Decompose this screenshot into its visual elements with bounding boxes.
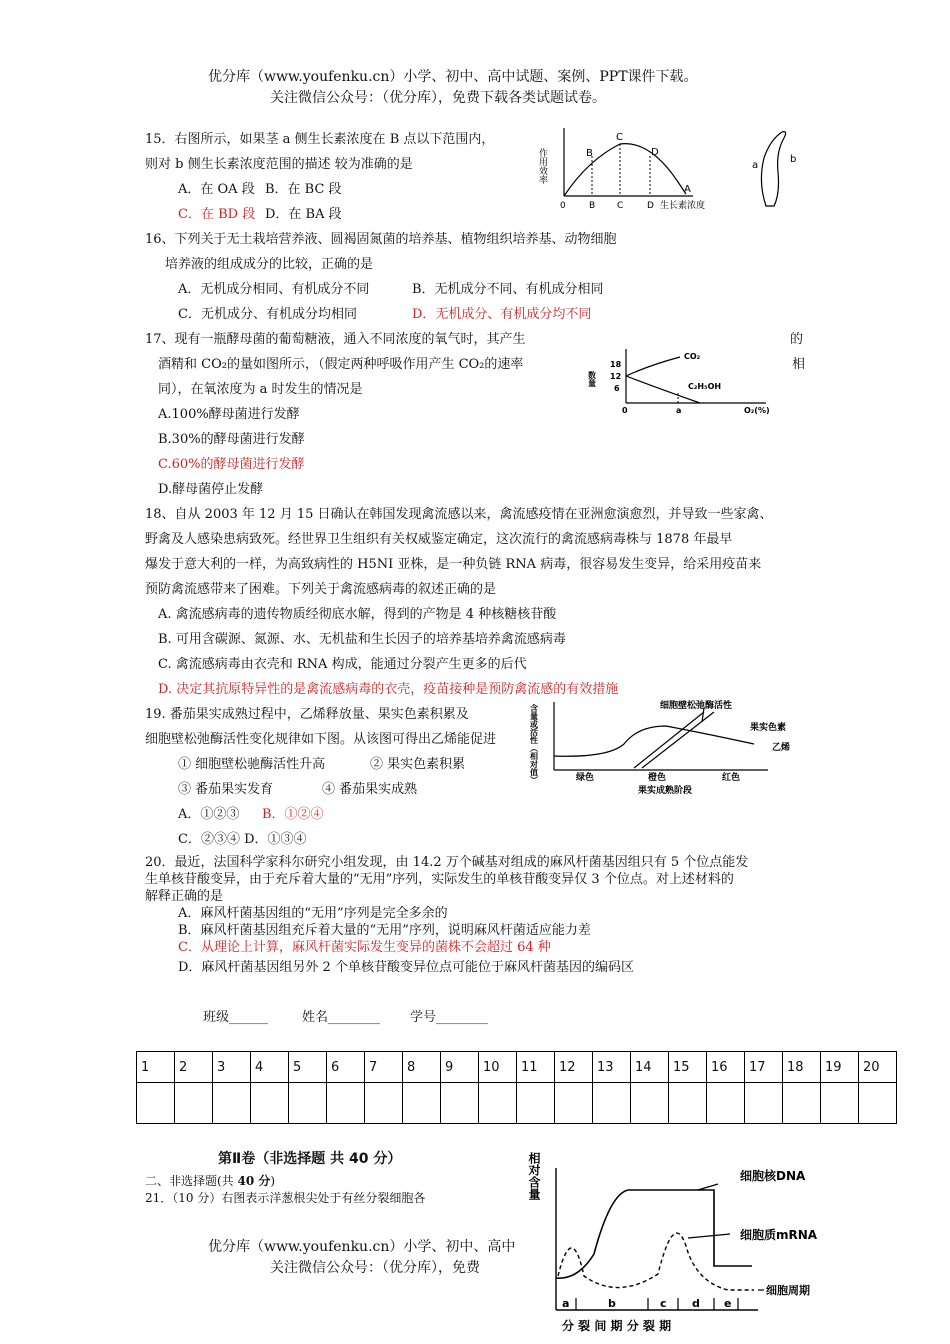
q20-option-a: A．麻风杆菌基因组的“无用”序列是完全多余的 (178, 906, 448, 921)
q18-option-b: B. 可用含碳源、氮源、水、无机盐和生长因子的培养基培养禽流感病毒 (158, 632, 566, 647)
answer-cell[interactable] (593, 1083, 631, 1124)
q18-stem-2: 野禽及人感染患病致死。经世界卫生组织有关权威鉴定确定，这次流行的禽流感病毒株与 1878 年最早 (145, 532, 733, 547)
q19-stage-green: 绿色 (576, 773, 595, 783)
q19-item-2: ② 果实色素积累 (370, 757, 466, 772)
q19-option-b: B．①②④ (262, 807, 324, 822)
q17-ytick-12: 12 (610, 372, 622, 381)
q19-tomato-figure (528, 698, 810, 796)
answer-cell[interactable] (441, 1083, 479, 1124)
answer-number-10: 10 (479, 1052, 517, 1083)
q20-stem-3: 解释正确的是 (145, 889, 224, 904)
header-line-1: 优分库（www.youfenku.cn）小学、初中、高中试题、案例、PPT课件下载。 (208, 69, 698, 85)
q19-pigment-line (634, 712, 704, 768)
q21-cell-cycle-figure (528, 1150, 828, 1340)
q15-x-label: 生长素浓度 (660, 201, 706, 211)
answer-number-12: 12 (555, 1052, 593, 1083)
part2-section-prefix: 二、非选择题(共 (145, 1174, 238, 1188)
answer-cell[interactable] (137, 1083, 175, 1124)
q19-pigment-label: 果实色素 (750, 723, 787, 733)
q15-point-c: C (616, 132, 623, 143)
q19-item-4: ④ 番茄果实成熟 (322, 782, 418, 797)
q16-option-d: D．无机成分、有机成分均不同 (412, 307, 592, 322)
q15-auxin-figure (538, 122, 808, 214)
q19-y-label: 含量或活性（相对值） (529, 704, 539, 784)
q15-option-b: B．在 BC 段 (265, 182, 342, 197)
answer-cell[interactable] (365, 1083, 403, 1124)
q17-ytick-6: 6 (614, 384, 620, 393)
answer-cell[interactable] (783, 1083, 821, 1124)
q15-tick-d: D (647, 201, 654, 211)
answer-cell[interactable] (859, 1083, 897, 1124)
answer-number-6: 6 (327, 1052, 365, 1083)
q21-dna-arrow (698, 1184, 718, 1190)
answer-number-7: 7 (365, 1052, 403, 1083)
q17-ethanol-label: C₂H₅OH (688, 382, 722, 391)
answer-cell[interactable] (821, 1083, 859, 1124)
answer-cell[interactable] (403, 1083, 441, 1124)
answer-number-3: 3 (213, 1052, 251, 1083)
answer-number-1: 1 (137, 1052, 175, 1083)
q19-stage-red: 红色 (722, 773, 741, 783)
answer-number-8: 8 (403, 1052, 441, 1083)
q18-stem-4: 预防禽流感带来了困难。下列关于禽流感病毒的叙述正确的是 (145, 582, 497, 597)
answer-cell[interactable] (669, 1083, 707, 1124)
q15-tick-c: C (617, 201, 624, 211)
q21-dna-curve (556, 1190, 752, 1278)
answer-number-18: 18 (783, 1052, 821, 1083)
q15-option-c: C．在 BD 段 (178, 207, 256, 222)
q17-option-b: B.30%的酵母菌进行发酵 (158, 432, 305, 447)
part2-section-suffix: ) (270, 1174, 276, 1188)
q19-option-cd: C．②③④ D．①③④ (178, 832, 307, 847)
q17-stem-2-tail: 相 (792, 357, 806, 372)
answer-cell[interactable] (289, 1083, 327, 1124)
answer-number-15: 15 (669, 1052, 707, 1083)
part2-title: 第Ⅱ卷（非选择题 共 40 分） (218, 1151, 402, 1167)
q21-phase-d: d (692, 1297, 700, 1310)
answer-number-16: 16 (707, 1052, 745, 1083)
q19-enzyme-label: 细胞壁松弛酶活性 (660, 701, 733, 711)
q15-point-d: D (651, 147, 659, 158)
q16-stem-1: 16、下列关于无土栽培营养液、圆褐固氮菌的培养基、植物组织培养基、动物细胞 (145, 232, 617, 247)
q15-tick-b: B (589, 201, 596, 211)
name-field[interactable]: 姓名________ (302, 1010, 381, 1025)
student-id-field[interactable]: 学号________ (410, 1010, 489, 1025)
answer-cell[interactable] (175, 1083, 213, 1124)
q21-stem: 21．（10 分）右图表示洋葱根尖处于有丝分裂细胞各 (145, 1191, 426, 1205)
q15-origin: 0 (560, 201, 566, 211)
q19-x-label: 果实成熟阶段 (638, 786, 693, 796)
q18-stem-3: 爆发于意大利的一样，为高致病性的 H5NI 亚株，是一种负链 RNA 病毒，很容易发生变异，给采用疫苗来 (145, 557, 762, 572)
q19-enzyme-line (642, 712, 714, 768)
class-field[interactable]: 班级______ (203, 1010, 269, 1025)
q17-co2-label: CO₂ (684, 352, 701, 361)
q21-mrna-arrow (688, 1234, 730, 1238)
q21-dna-label: 细胞核DNA (740, 1169, 806, 1183)
footer-line-2: 关注微信公众号：（优分库），免费 (270, 1260, 480, 1276)
answer-cell[interactable] (517, 1083, 555, 1124)
q18-option-d: D. 决定其抗原特异性的是禽流感病毒的衣壳，疫苗接种是预防禽流感的有效措施 (158, 682, 619, 697)
answer-cell[interactable] (251, 1083, 289, 1124)
q21-phase-a: a (562, 1297, 570, 1310)
q21-phase-c: c (660, 1297, 667, 1310)
q17-yeast-figure (587, 345, 780, 417)
q20-stem-1: 20．最近，法国科学家科尔研究小组发现，由 14.2 万个碱基对组成的麻风杆菌基因组只有 5 个位点能发 (145, 855, 749, 870)
q19-stem-1: 19. 番茄果实成熟过程中，乙烯释放量、果实色素积累及 (145, 707, 469, 722)
q18-stem-1: 18、自从 2003 年 12 月 15 日确认在韩国发现禽流感以来，禽流感疫情在亚洲愈演愈烈，并导致一些家禽、 (145, 507, 773, 522)
q16-option-b: B．无机成分不同、有机成分相同 (412, 282, 604, 297)
q17-stem-1-tail: 的 (790, 332, 804, 347)
q15-curve (564, 144, 686, 196)
q18-option-a: A. 禽流感病毒的遗传物质经彻底水解，得到的产物是 4 种核糖核苷酸 (158, 607, 557, 622)
q17-y-label: 数量 (587, 371, 597, 387)
q19-option-a: A．①②③ (178, 807, 240, 822)
q18-option-c: C. 禽流感病毒由衣壳和 RNA 构成，能通过分裂产生更多的后代 (158, 657, 527, 672)
q16-option-a: A．无机成分相同、有机成分不同 (178, 282, 370, 297)
q19-ethylene-label: 乙烯 (772, 743, 791, 753)
q15-stem-1: 15．右图所示，如果茎 a 侧生长素浓度在 B 点以下范围内， (145, 132, 495, 147)
answer-number-17: 17 (745, 1052, 783, 1083)
q15-stem-label-b: b (790, 154, 797, 165)
q19-stage-orange: 橙色 (648, 773, 667, 783)
q15-y-label: 作用效率 (537, 148, 547, 184)
q17-option-a: A.100%酵母菌进行发酵 (158, 407, 300, 422)
answer-number-20: 20 (859, 1052, 897, 1083)
q15-stem-label-a: a (752, 160, 759, 171)
q15-option-d: D．在 BA 段 (265, 207, 342, 222)
answer-cell[interactable] (555, 1083, 593, 1124)
q20-option-c: C．从理论上计算，麻风杆菌实际发生变异的菌株不会超过 64 种 (178, 940, 551, 955)
answer-cell[interactable] (745, 1083, 783, 1124)
answer-cell[interactable] (327, 1083, 365, 1124)
q17-co2-curve (626, 357, 680, 376)
answer-number-4: 4 (251, 1052, 289, 1083)
q21-mrna-label: 细胞质mRNA (740, 1228, 818, 1242)
q17-option-d: D.酵母菌停止发酵 (158, 482, 264, 497)
q15-stem-2: 则对 b 侧生长素浓度范围的描述 较为准确的是 (145, 157, 413, 172)
answer-number-14: 14 (631, 1052, 669, 1083)
q19-stem-2: 细胞壁松弛酶活性变化规律如下图。从该图可得出乙烯能促进 (145, 732, 497, 747)
answer-number-row (137, 1052, 897, 1083)
answer-number-5: 5 (289, 1052, 327, 1083)
answer-table (136, 1051, 897, 1124)
q15-stem-drawing (761, 132, 785, 206)
answer-number-2: 2 (175, 1052, 213, 1083)
q17-stem-1: 17、现有一瓶酵母菌的葡萄糖液，通入不同浓度的氧气时，其产生 (145, 332, 526, 347)
q17-option-c: C.60%的酵母菌进行发酵 (158, 457, 305, 472)
answer-blank-row (137, 1083, 897, 1124)
q16-option-c: C．无机成分、有机成分均相同 (178, 307, 357, 322)
q15-point-a: A (684, 184, 691, 195)
q17-x-label: O₂(%) (744, 406, 770, 415)
q21-cycle-label: 细胞周期 (766, 1284, 810, 1297)
q20-option-b: B．麻风杆菌基因组充斥着大量的“无用”序列，说明麻风杆菌适应能力差 (178, 923, 591, 938)
q21-phase-b: b (608, 1297, 616, 1310)
q17-stem-3: 同），在氧浓度为 a 时发生的情况是 (158, 382, 363, 397)
q19-item-3: ③ 番茄果实发育 (178, 782, 274, 797)
answer-number-19: 19 (821, 1052, 859, 1083)
q21-y-label: 相对含量 (527, 1152, 541, 1200)
q17-ytick-18: 18 (610, 360, 622, 369)
q17-stem-2: 酒精和 CO₂的量如图所示，（假定两种呼吸作用产生 CO₂的速率 (158, 357, 524, 372)
answer-number-11: 11 (517, 1052, 555, 1083)
q17-x-mark-a: a (676, 406, 682, 415)
q20-stem-2: 生单核苷酸变异，由于充斥着大量的“无用”序列，实际发生的单核苷酸变异仅 3 个位点。对上述材料的 (145, 872, 734, 887)
q21-phase-e: e (724, 1297, 732, 1310)
q21-mrna-curve (558, 1233, 754, 1290)
q20-option-d: D．麻风杆菌基因组另外 2 个单核苷酸变异位点可能位于麻风杆菌基因的编码区 (178, 960, 634, 975)
part2-section-score: 40 分 (237, 1174, 271, 1188)
answer-number-13: 13 (593, 1052, 631, 1083)
q15-point-b: B (586, 148, 593, 159)
answer-cell[interactable] (707, 1083, 745, 1124)
q19-item-1: ① 细胞壁松驰酶活性升高 (178, 757, 326, 772)
footer-line-1: 优分库（www.youfenku.cn）小学、初中、高中 (208, 1239, 516, 1255)
q15-option-a: A．在 OA 段 (178, 182, 255, 197)
part2-section-heading (145, 1172, 275, 1189)
answer-cell[interactable] (213, 1083, 251, 1124)
q16-stem-2: 培养液的组成成分的比较，正确的是 (165, 257, 374, 272)
answer-number-9: 9 (441, 1052, 479, 1083)
answer-cell[interactable] (631, 1083, 669, 1124)
q21-axis-label: 分 裂 间 期 分 裂 期 (562, 1319, 672, 1333)
answer-cell[interactable] (479, 1083, 517, 1124)
q17-ytick-0: 0 (622, 406, 628, 415)
header-line-2: 关注微信公众号：（优分库），免费下载各类试题试卷。 (270, 90, 606, 106)
